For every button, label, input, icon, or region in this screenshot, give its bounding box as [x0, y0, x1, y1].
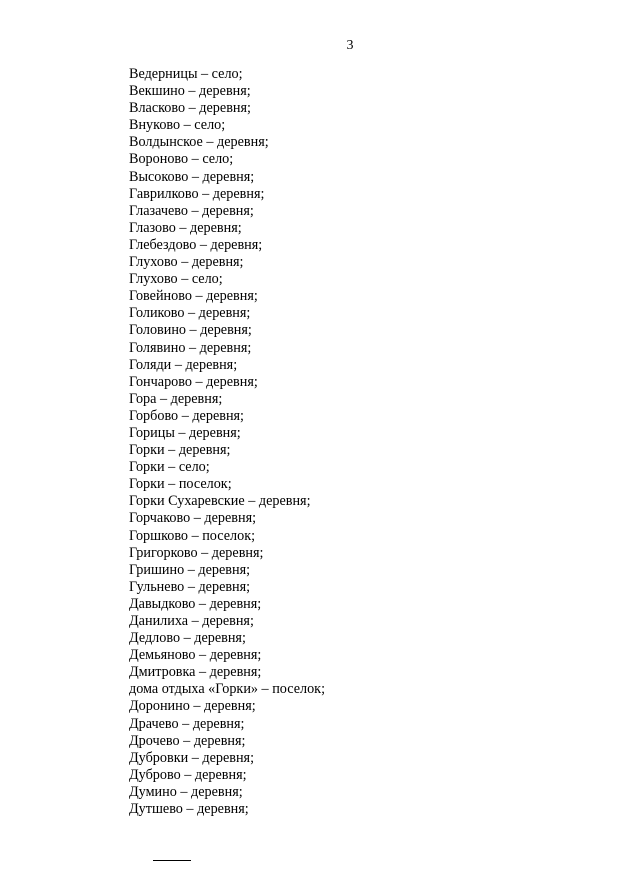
settlement-entry: Дмитровка – деревня; [129, 664, 262, 681]
settlement-entry: Дуброво – деревня; [129, 766, 247, 783]
settlement-entry: Дрочево – деревня; [129, 732, 246, 749]
settlement-entry: Григорково – деревня; [129, 544, 264, 561]
settlement-entry: Горки – деревня; [129, 442, 231, 459]
settlement-entry: Горбово – деревня; [129, 407, 245, 424]
settlement-entry: Гульнево – деревня; [129, 578, 251, 595]
settlement-entry: Дутшево – деревня; [129, 801, 249, 818]
settlement-entry: Высоково – деревня; [129, 168, 255, 185]
settlement-entry: Глебездово – деревня; [129, 236, 263, 253]
settlement-entry: Голявино – деревня; [129, 339, 252, 356]
settlement-entry: Глухово – деревня; [129, 254, 244, 271]
settlement-entry: Голиково – деревня; [129, 305, 251, 322]
settlement-entry: Гришино – деревня; [129, 561, 251, 578]
settlement-entry: Горки – село; [129, 459, 210, 476]
settlement-entry: Демьяново – деревня; [129, 647, 262, 664]
settlement-entry: Векшино – деревня; [129, 83, 251, 100]
settlement-entry: Давыдково – деревня; [129, 595, 262, 612]
settlement-entry: Власково – деревня; [129, 100, 251, 117]
settlement-entry: Говейново – деревня; [129, 288, 258, 305]
settlement-entry: Гаврилково – деревня; [129, 185, 265, 202]
settlement-entry: Глазово – деревня; [129, 219, 242, 236]
settlement-entry: Драчево – деревня; [129, 715, 245, 732]
settlement-entry: Глазачево – деревня; [129, 202, 254, 219]
settlement-entry: Горшково – поселок; [129, 527, 256, 544]
settlement-entry: Ведерницы – село; [129, 66, 243, 82]
settlement-entry: Горицы – деревня; [129, 424, 241, 441]
settlement-entry: Голяди – деревня; [129, 356, 238, 373]
settlement-entry: Горки Сухаревские – деревня; [129, 493, 311, 510]
settlement-entry: дома отдыха «Горки» – поселок; [129, 681, 326, 698]
settlement-entry: Данилиха – деревня; [129, 613, 254, 629]
page-number: 3 [346, 38, 354, 53]
settlement-entry: Дубровки – деревня; [129, 749, 255, 766]
settlement-entry: Думино – деревня; [129, 783, 243, 800]
settlement-list [129, 66, 325, 818]
settlement-entry: Головино – деревня; [129, 322, 252, 339]
settlement-entry: Волдынское – деревня; [129, 134, 269, 151]
settlement-entry: Доронино – деревня; [129, 698, 256, 715]
footnote-rule [153, 860, 191, 861]
settlement-entry: Гора – деревня; [129, 390, 223, 407]
settlement-entry: Горчаково – деревня; [129, 510, 257, 527]
settlement-entry: Дедлово – деревня; [129, 630, 246, 647]
settlement-entry: Горки – поселок; [129, 476, 232, 493]
settlement-entry: Гончарово – деревня; [129, 373, 258, 390]
settlement-entry: Внуково – село; [129, 117, 226, 134]
settlement-entry: Вороново – село; [129, 151, 234, 168]
settlement-entry: Глухово – село; [129, 271, 223, 288]
